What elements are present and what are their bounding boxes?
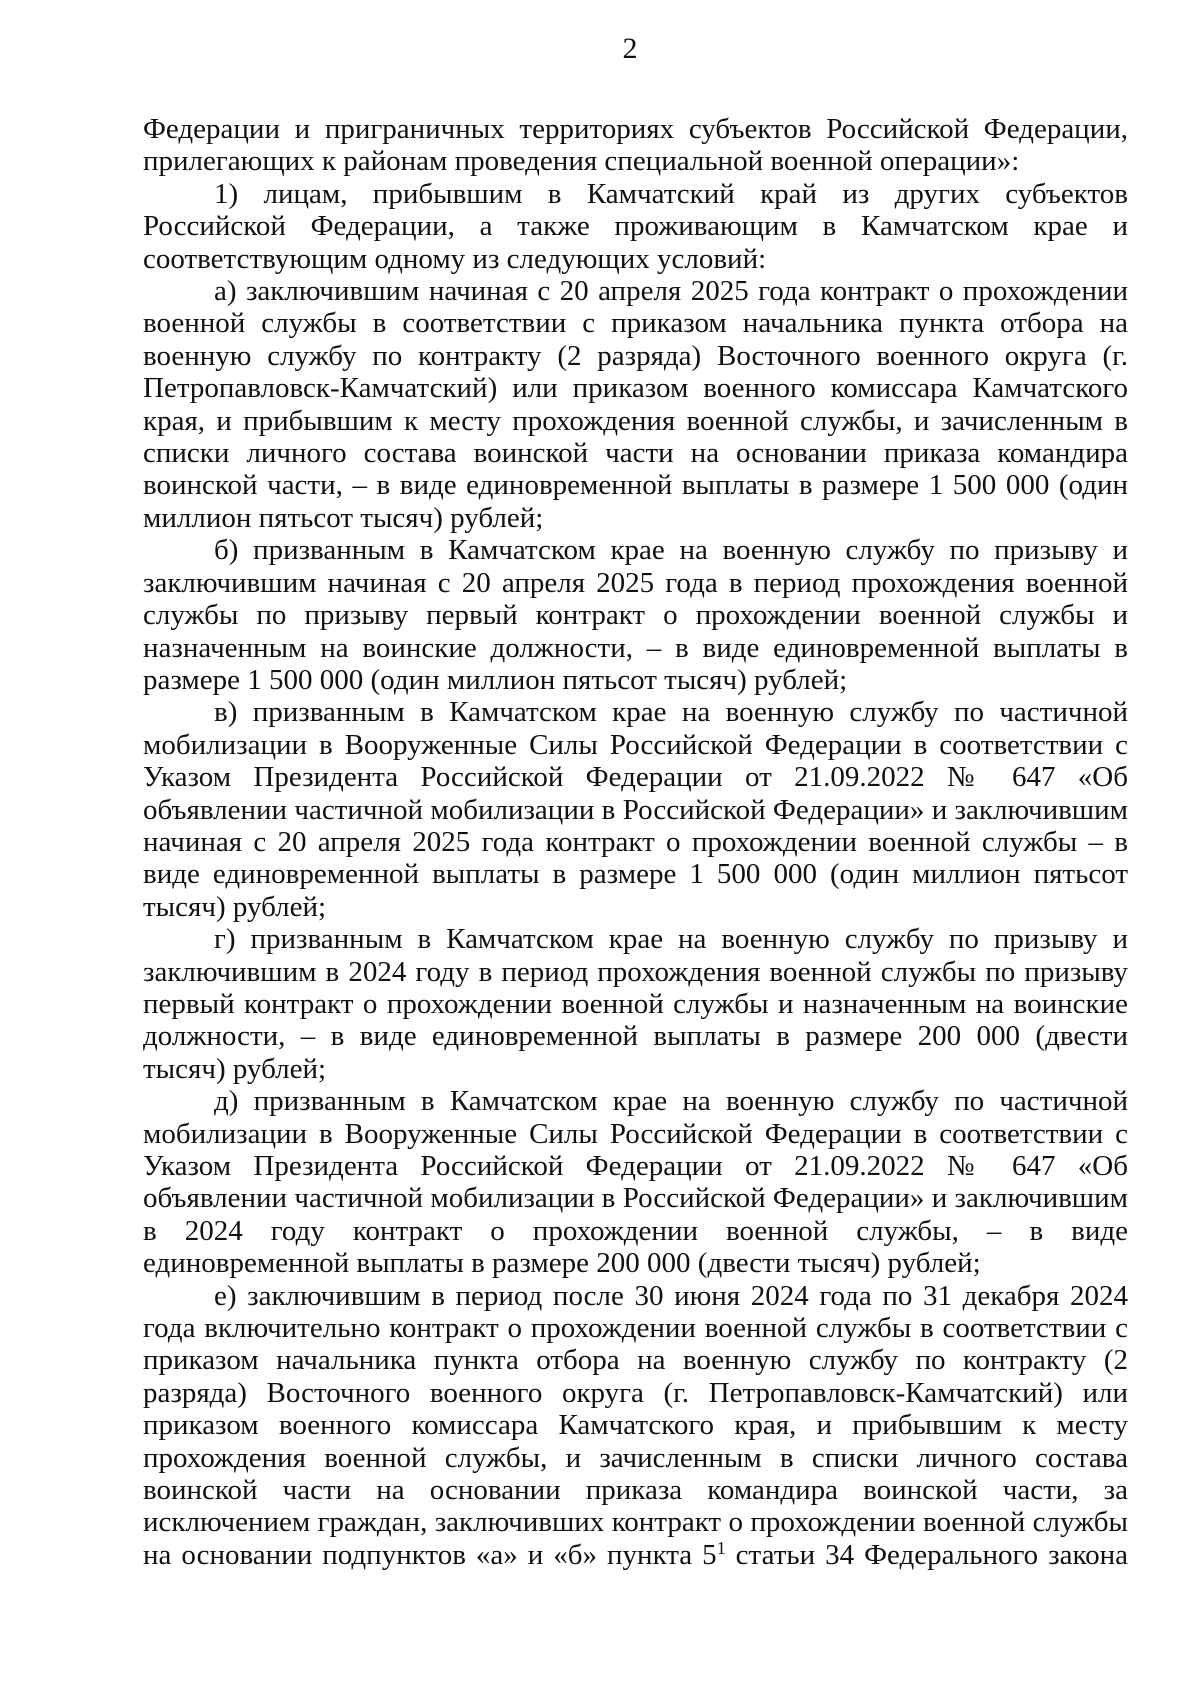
superscript-number: 1 bbox=[716, 1537, 726, 1558]
paragraph-subitem-v: в) призванным в Камчатском крае на военную службу по частичной мобилизации в Вооруженные Силы Российской Федерации в соответствии с Указом Президента Российской Федерации от 21.09.2022 № 647 «Об объявлении частичной мобилизации в Российской Федерации» и заключившим начиная с 20 апреля 2025 года контракт о прохождении военной службы – в виде единовременной выплаты в размере 1 500 000 (один миллион пятьсот тысяч) рублей; bbox=[143, 696, 1128, 923]
paragraph-subitem-e-tail: статьи 34 Федерального закона bbox=[725, 1538, 1128, 1571]
paragraph-subitem-b: б) призванным в Камчатском крае на военную службу по призыву и заключившим начиная с 20 апреля 2025 года в период прохождения военной службы по призыву первый контракт о прохождении военной службы и назначенным на воинские должности, – в виде единовременной выплаты в размере 1 500 000 (один миллион пятьсот тысяч) рублей; bbox=[143, 534, 1128, 696]
page-number: 2 bbox=[622, 32, 638, 65]
paragraph-subitem-d: д) призванным в Камчатском крае на военную службу по частичной мобилизации в Вооруженные Силы Российской Федерации в соответствии с Указом Президента Российской Федерации от 21.09.2022 № 647 «Об объявлении частичной мобилизации в Российской Федерации» и заключившим в 2024 году контракт о прохождении военной службы, – в виде единовременной выплаты в размере 200 000 (двести тысяч) рублей; bbox=[143, 1085, 1128, 1280]
paragraph-subitem-a: а) заключившим начиная с 20 апреля 2025 года контракт о прохождении военной службы в соответствии с приказом начальника пункта отбора на военную службу по контракту (2 разряда) Восточного военного округа (г. Петропавловск-Камчатский) или приказом военного комиссара Камчатского края, и прибывшим к месту прохождения военной службы, и зачисленным в списки личного состава воинской части на основании приказа командира воинской части, – в виде единовременной выплаты в размере 1 500 000 (один миллион пятьсот тысяч) рублей; bbox=[143, 275, 1128, 534]
document-body bbox=[143, 113, 1128, 1571]
paragraph-subitem-e bbox=[143, 1280, 1128, 1572]
paragraph-item-1: 1) лицам, прибывшим в Камчатский край из других субъектов Российской Федерации, а также проживающим в Камчатском крае и соответствующим одному из следующих условий: bbox=[143, 177, 1128, 275]
paragraph-subitem-g: г) призванным в Камчатском крае на военную службу по призыву и заключившим в 2024 году в период прохождения военной службы по призыву первый контракт о прохождении военной службы и назначенным на воинские должности, – в виде единовременной выплаты в размере 200 000 (двести тысяч) рублей; bbox=[143, 923, 1128, 1085]
paragraph-continuation: Федерации и приграничных территориях субъектов Российской Федерации, прилегающих к районам проведения специальной военной операции»: bbox=[143, 113, 1128, 178]
paragraph-subitem-e-text: е) заключившим в период после 30 июня 2024 года по 31 декабря 2024 года включительно контракт о прохождении военной службы в соответствии с приказом начальника пункта отбора на военную службу по контракту (2 разряда) Восточного военного округа (г. Петропавловск-Камчатский) или приказом военного комиссара Камчатского края, и прибывшим к месту прохождения военной службы, и зачисленным в списки личного состава воинской части на основании приказа командира воинской части, за исключением граждан, заключивших контракт о прохождении военной службы на основании подпунктов «а» и «б» пункта 5 bbox=[143, 1279, 1128, 1571]
